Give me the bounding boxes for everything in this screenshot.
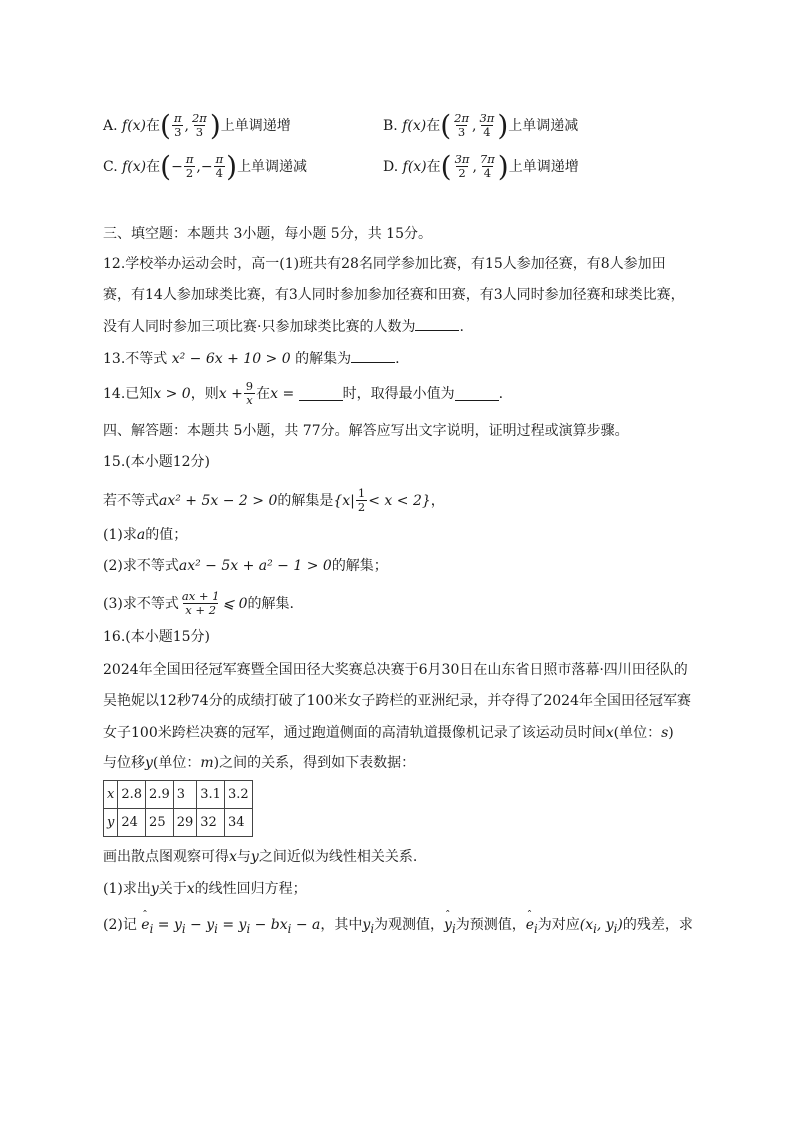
q14: 14.已知 x > 0 ，则 x + $\frac{9}{x}$ 在 x = 时，取得最小值为 . — [103, 379, 504, 407]
table-cell: 2.8 — [118, 781, 146, 809]
table-cell: y — [104, 809, 118, 837]
option-c-func: f(x) — [122, 158, 147, 175]
option-c-label: C. — [103, 158, 118, 175]
option-c-text: 上单调递减 — [237, 158, 308, 175]
table-row — [104, 809, 253, 837]
option-b-frac-1: $\frac{2\pi}{3}$ — [454, 111, 470, 139]
q12-line-3: 没有人同时参加三项比赛·只参加球类比赛的人数为 . — [103, 316, 464, 337]
option-a-text: 上单调递增 — [220, 117, 291, 134]
option-a-frac-2: $\frac{2\pi}{3}$ — [191, 111, 207, 139]
option-d: D. f(x) 在 ( $\frac{3\pi}{2}$ , $\frac{7\pi}{4}$ ) 上单调递增 — [383, 149, 579, 183]
section-4-heading: 四、解答题：本题共 5小题，共 77分。解答应写出文字说明，证明过程或演算步骤。 — [103, 423, 629, 439]
option-d-label: D. — [383, 158, 399, 175]
q16-line-2: 吴艳妮以12秒74分的成绩打破了100米女子跨栏的亚洲纪录，并夺得了2024年全国田径冠军赛 — [103, 693, 691, 709]
table-cell: 3.1 — [197, 781, 225, 809]
option-b: B. f(x) 在 ( $\frac{2\pi}{3}$ , $\frac{3\pi}{4}$ ) 上单调递减 — [383, 108, 579, 142]
option-a-frac-1: $\frac{\pi}{3}$ — [173, 111, 182, 139]
table-cell: x — [104, 781, 118, 809]
option-c-frac-2: $\frac{\pi}{4}$ — [215, 152, 224, 180]
q16-heading: 16.(本小题15分) — [103, 629, 211, 645]
table-cell: 3.2 — [224, 781, 252, 809]
option-a-func: f(x) — [122, 117, 147, 134]
option-d-zai: 在 — [426, 158, 441, 175]
option-b-text: 上单调递减 — [508, 117, 579, 134]
answer-blank[interactable] — [415, 316, 459, 331]
answer-blank[interactable] — [455, 386, 499, 401]
q14-fraction: $\frac{9}{x}$ — [245, 379, 254, 407]
q15-intro: 若不等式 ax² + 5x − 2 > 0 的解集是 {x| $\frac{1}{2}$ < x < 2} ， — [103, 486, 445, 514]
option-a: A. f(x) 在 ( $\frac{\pi}{3}$ , $\frac{2\pi}{3}$ ) 上单调递增 — [103, 108, 291, 142]
option-a-zai: 在 — [146, 117, 161, 134]
option-c: C. f(x) 在 ( − $\frac{\pi}{2}$ ,− $\frac{\pi}{4}$ ) 上单调递减 — [103, 149, 308, 183]
q16-line-3: 女子100米跨栏决赛的冠军，通过跑道侧面的高清轨道摄像机记录了该运动员时间x(单位：s) — [103, 725, 674, 741]
residual-formula: ˆ $e_i = y_i - y_i = y_i - bx_i - a$ — [141, 917, 320, 933]
q12-line-1: 12.学校举办运动会时，高一(1)班共有28名同学参加比赛，有15人参加径赛，有8人参加田 — [103, 256, 666, 272]
option-c-zai: 在 — [146, 158, 161, 175]
q12-line-2: 赛，有14人参加球类比赛，有3人同时参加参加径赛和田赛，有3人同时参加径赛和球类比赛， — [103, 287, 685, 303]
q16-line-4: 与位移y(单位：m)之间的关系，得到如下表数据： — [103, 755, 416, 771]
option-d-func: f(x) — [402, 158, 427, 175]
answer-blank[interactable] — [299, 386, 343, 401]
table-row — [104, 781, 253, 809]
table-cell: 29 — [173, 809, 197, 837]
table-cell: 34 — [224, 809, 252, 837]
table-cell: 2.9 — [146, 781, 174, 809]
q16-after-table: 画出散点图观察可得x与y之间近似为线性相关关系. — [103, 849, 418, 865]
option-a-label: A. — [103, 117, 118, 134]
table-cell: 24 — [118, 809, 146, 837]
q16-line-1: 2024年全国田径冠军赛暨全国田径大奖赛总决赛于6月30日在山东省日照市落幕·四川田径队的 — [103, 662, 688, 678]
option-b-label: B. — [383, 117, 398, 134]
q15-part-2: (2)求不等式ax² − 5x + a² − 1 > 0的解集； — [103, 558, 388, 574]
table-cell: 25 — [146, 809, 174, 837]
q16-part-1: (1)求出y关于x的线性回归方程； — [103, 881, 307, 897]
option-d-frac-1: $\frac{3\pi}{2}$ — [454, 152, 470, 180]
q15-heading: 15.(本小题12分) — [103, 454, 211, 470]
section-3-heading: 三、填空题：本题共 3小题，每小题 5分，共 15分。 — [103, 226, 432, 242]
q13-inequality: x² − 6x + 10 > 0 — [171, 351, 291, 367]
option-b-frac-2: $\frac{3\pi}{4}$ — [479, 111, 495, 139]
option-d-frac-2: $\frac{7\pi}{4}$ — [479, 152, 495, 180]
option-b-func: f(x) — [402, 117, 427, 134]
q15-part-1: (1)求a的值； — [103, 527, 188, 543]
data-table — [103, 780, 253, 837]
q16-part-2: (2)记 ˆ $e_i = y_i - y_i = y_i - bx_i - a$，其中$y_i$为观测值，ˆ $y_i$为预测值，ˆ $e_i$为对应($x_i$, $y_i$)的残差，求 — [103, 915, 693, 939]
table-cell: 3 — [173, 781, 197, 809]
option-d-text: 上单调递增 — [508, 158, 579, 175]
table-cell: 32 — [197, 809, 225, 837]
option-c-frac-1: $\frac{\pi}{2}$ — [185, 152, 194, 180]
q13: 13.不等式 x² − 6x + 10 > 0 的解集为 . — [103, 348, 400, 369]
q15-part-3: (3)求不等式 $\frac{ax + 1}{x + 2}$ ⩽ 0 的解集. — [103, 589, 294, 617]
answer-blank[interactable] — [351, 348, 395, 363]
option-b-zai: 在 — [426, 117, 441, 134]
